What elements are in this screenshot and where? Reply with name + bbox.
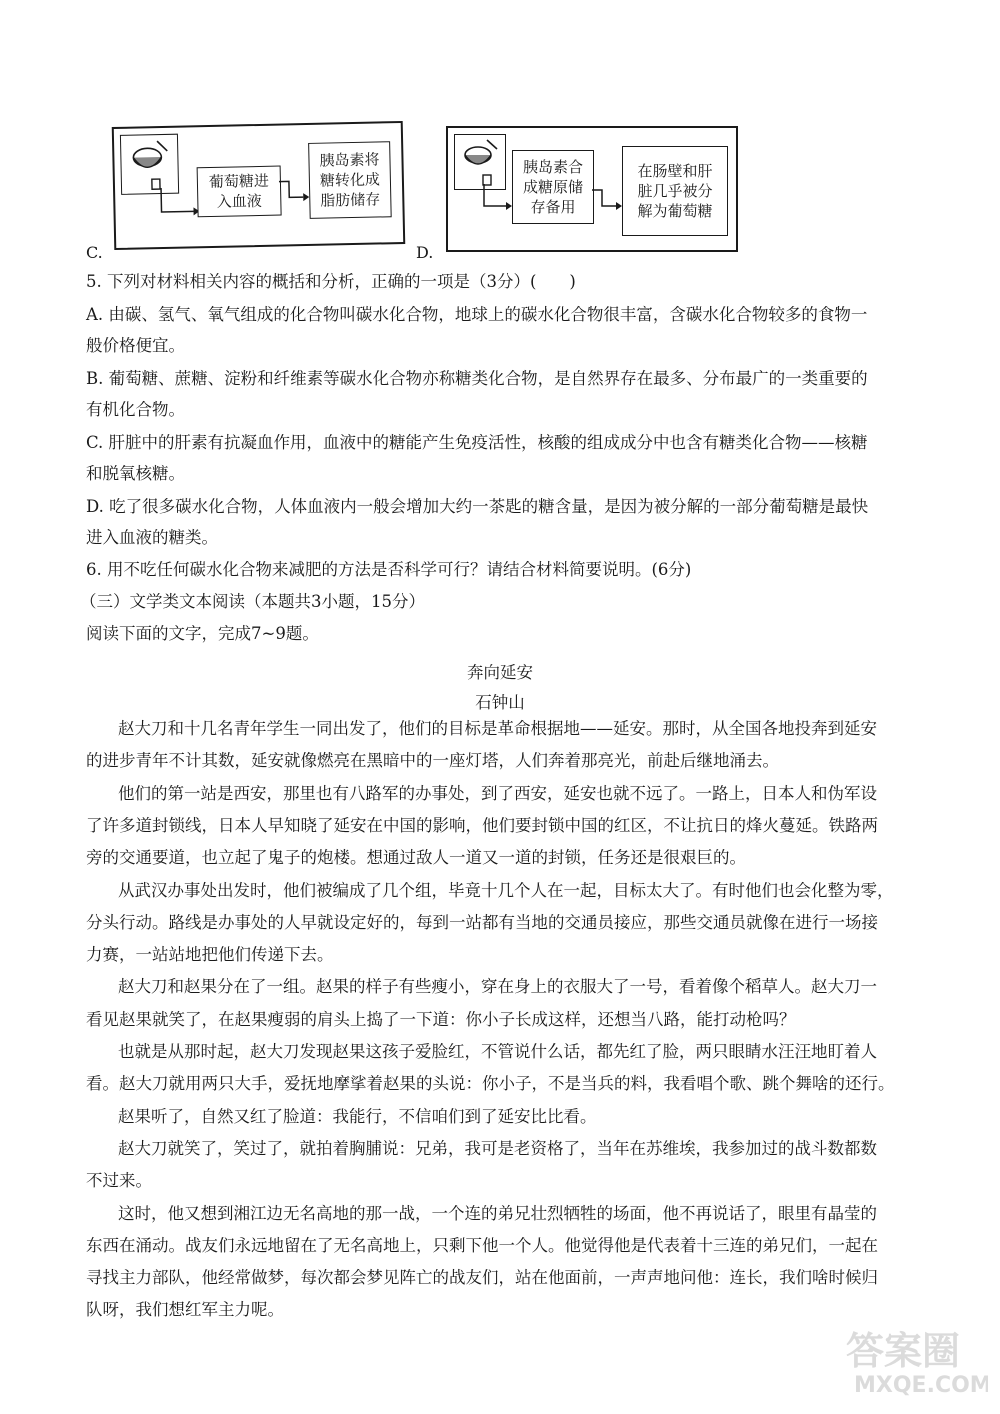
question-5-option-a-cont: 般价格便宜。 [86, 336, 185, 355]
question-5-option-a: A. 由碳、氢气、氧气组成的化合物叫碳水化合物，地球上的碳水化合物很丰富，含碳水化合物较多的食物一 [86, 305, 868, 324]
story-line: 寻找主力部队，他经常做梦，每次都会梦见阵亡的战友们，站在他面前，一声声地问他：连长，我们啥时候归 [86, 1268, 878, 1287]
story-line: 这时，他又想到湘江边无名高地的那一战，一个连的弟兄壮烈牺牲的场面，他不再说话了，眼里有晶莹的 [118, 1204, 877, 1223]
question-5-option-c-cont: 和脱氧核糖。 [86, 464, 185, 483]
story-line: 赵果听了，自然又红了脸道：我能行，不信咱们到了延安比比看。 [118, 1107, 597, 1126]
story-line: 旁的交通要道，也立起了鬼子的炮楼。想通过敌人一道又一道的封锁，任务还是很艰巨的。 [86, 848, 746, 867]
flow-arrow [592, 184, 622, 214]
diagram-c-box-1-text: 葡萄糖进 入血液 [208, 171, 270, 211]
site-watermark [838, 1320, 988, 1400]
story-author: 石钟山 [475, 693, 525, 712]
question-5-option-b: B. 葡萄糖、蔗糖、淀粉和纤维素等碳水化合物亦称糖类化合物，是自然界存在最多、分布最广的一类重要的 [86, 369, 868, 388]
diagram-d-panel [446, 126, 738, 252]
question-6: 6. 用不吃任何碳水化合物来减肥的方法是否科学可行？请结合材料简要说明。(6分) [86, 560, 692, 579]
diagram-c-box-1 [197, 166, 282, 218]
question-5-option-c: C. 肝脏中的肝素有抗凝血作用，血液中的糖能产生免疫活性，核酸的组成成分中也含有糖类化合物——核糖 [86, 433, 868, 452]
watermark-logo-text: 答案圈 [846, 1329, 961, 1373]
story-line: 了许多道封锁线，日本人早知晓了延安在中国的影响，他们要封锁中国的红区，不让抗日的烽火蔓延。铁路两 [86, 816, 878, 835]
watermark-url-text: MXQE.COM [854, 1373, 988, 1398]
flow-arrow [279, 175, 310, 206]
diagram-c-panel [112, 121, 406, 250]
food-bowl-icon [454, 134, 506, 190]
section-heading: （三）文学类文本阅读（本题共3小题，15分） [80, 592, 425, 611]
story-line: 不过来。 [86, 1171, 152, 1190]
story-title: 奔向延安 [467, 663, 533, 682]
diagram-d-box-1 [512, 150, 594, 224]
story-line: 赵大刀和十几名青年学生一同出发了，他们的目标是革命根据地——延安。那时，从全国各地投奔到延安 [118, 719, 877, 738]
flow-arrow [478, 184, 512, 212]
reading-instruction: 阅读下面的文字，完成7~9题。 [86, 624, 319, 643]
story-line: 力赛，一站站地把他们传递下去。 [86, 945, 334, 964]
story-line: 从武汉办事处出发时，他们被编成了几个组，毕竟十几个人在一起，目标太大了。有时他们也会化整为零， [118, 881, 894, 900]
question-5-option-b-cont: 有机化合物。 [86, 400, 185, 419]
story-line: 的进步青年不计其数，延安就像燃亮在黑暗中的一座灯塔，人们奔着那亮光，前赴后继地涌去。 [86, 751, 779, 770]
question-5-stem: 5. 下列对材料相关内容的概括和分析，正确的一项是（3分）( ) [86, 272, 576, 291]
question-5-option-d-cont: 进入血液的糖类。 [86, 528, 218, 547]
story-line: 队呀，我们想红军主力呢。 [86, 1300, 284, 1319]
story-line: 他们的第一站是西安，那里也有八路军的办事处，到了西安，延安也就不远了。一路上，日本人和伪军设 [118, 784, 877, 803]
question-5-option-d: D. 吃了很多碳水化合物，人体血液内一般会增加大约一茶匙的糖含量，是因为被分解的一部分葡萄糖是最快 [86, 497, 869, 516]
story-line: 看见赵果就笑了，在赵果瘦弱的肩头上捣了一下道：你小子长成这样，还想当八路，能打动枪吗？ [86, 1010, 796, 1029]
story-line: 赵大刀和赵果分在了一组。赵果的样子有些瘦小，穿在身上的衣服大了一号，看着像个稻草人。赵大刀一 [118, 977, 877, 996]
story-line: 东西在涌动。战友们永远地留在了无名高地上，只剩下他一个人。他觉得他是代表着十三连的弟兄们，一起在 [86, 1236, 878, 1255]
flow-arrow [155, 187, 200, 218]
diagram-d-box-2 [622, 146, 728, 236]
diagram-d-label: D. [416, 243, 434, 262]
diagram-c-box-2 [308, 141, 392, 219]
diagram-d-box-1-text: 胰岛素合 成糖原储 存备用 [522, 158, 583, 216]
diagram-c-label: C. [86, 243, 103, 262]
story-line: 看。赵大刀就用两只大手，爱抚地摩挲着赵果的头说：你小子，不是当兵的料，我看唱个歌、跳个舞啥的还行。 [86, 1074, 895, 1093]
story-line: 分头行动。路线是办事处的人早就设定好的，每到一站都有当地的交通员接应，那些交通员就像在进行一场接 [86, 913, 878, 932]
diagram-d-box-2-text: 在肠壁和肝 脏几乎被分 解为葡萄糖 [637, 162, 713, 220]
food-bowl-icon [120, 134, 179, 195]
story-line: 也就是从那时起，赵大刀发现赵果这孩子爱脸红，不管说什么话，都先红了脸，两只眼睛水汪汪地盯着人 [118, 1042, 877, 1061]
diagram-c-box-2-text: 胰岛素将 糖转化成 脂肪储存 [319, 150, 381, 210]
story-line: 赵大刀就笑了，笑过了，就拍着胸脯说：兄弟，我可是老资格了，当年在苏维埃，我参加过的战斗数都数 [118, 1139, 877, 1158]
